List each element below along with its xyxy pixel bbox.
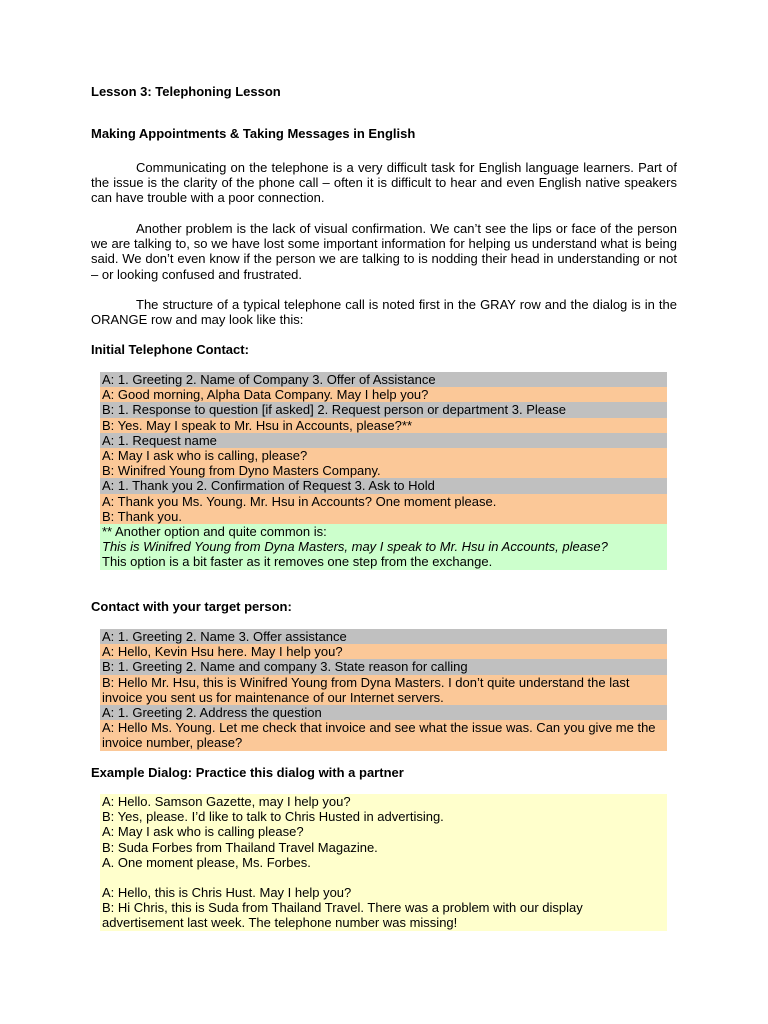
table-row: A: Thank you Ms. Young. Mr. Hsu in Accounts? One moment please. xyxy=(100,494,667,509)
table-row: B: Yes. May I speak to Mr. Hsu in Accounts, please?** xyxy=(100,418,667,433)
dialog-line: A: May I ask who is calling please? xyxy=(102,824,304,840)
target-person-table xyxy=(100,629,667,751)
table-row: B: Winifred Young from Dyno Masters Company. xyxy=(100,463,667,478)
dialog-line: B: Yes, please. I’d like to talk to Chris Husted in advertising. xyxy=(102,809,444,825)
section-heading-target-person: Contact with your target person: xyxy=(91,599,292,614)
paragraph-3-text: The structure of a typical telephone call is noted first in the GRAY row and the dialog is in the ORANGE row and may look like this: xyxy=(91,297,677,328)
table-row: B: Hello Mr. Hsu, this is Winifred Young from Dyna Masters. I don’t quite understand the last invoice you sent us for maintenance of our Internet servers. xyxy=(100,675,667,705)
note-line: ** Another option and quite common is: xyxy=(102,524,327,540)
lesson-title: Lesson 3: Telephoning Lesson xyxy=(91,84,281,99)
paragraph-3 xyxy=(91,297,677,327)
note-end-line: This option is a bit faster as it removes one step from the exchange. xyxy=(102,554,493,570)
dialog-line: A. One moment please, Ms. Forbes. xyxy=(102,854,311,870)
table-row: A: Good morning, Alpha Data Company. May I help you? xyxy=(100,387,667,402)
dialog-spacer xyxy=(100,870,667,885)
dialog-line: B: Hi Chris, this is Suda from Thailand Travel. There was a problem with our display advertisement last week. The telephone number was missing! xyxy=(102,900,583,931)
table-row: A: Hello Ms. Young. Let me check that invoice and see what the issue was. Can you give me the invoice number, please? xyxy=(100,720,667,750)
note-italic-line: This is Winifred Young from Dyna Masters, may I speak to Mr. Hsu in Accounts, please? xyxy=(102,539,608,555)
table-row: A: 1. Greeting 2. Name 3. Offer assistance xyxy=(100,629,667,644)
example-dialog-box xyxy=(100,794,667,931)
table-row: A: 1. Greeting 2. Address the question xyxy=(100,705,667,720)
section-heading-initial-contact: Initial Telephone Contact: xyxy=(91,342,249,357)
paragraph-2 xyxy=(91,221,677,282)
table-row: A: May I ask who is calling, please? xyxy=(100,448,667,463)
table-row: A: 1. Greeting 2. Name of Company 3. Offer of Assistance xyxy=(100,372,667,387)
initial-contact-table xyxy=(100,372,667,570)
table-row: B: Thank you. xyxy=(100,509,667,524)
table-row: A: 1. Thank you 2. Confirmation of Request 3. Ask to Hold xyxy=(100,478,667,493)
table-row: A: Hello, Kevin Hsu here. May I help you? xyxy=(100,644,667,659)
paragraph-2-text: Another problem is the lack of visual confirmation. We can’t see the lips or face of the person we are talking to, so we have lost some important information for helping us understand what is being said. We don’t even know if the person we are talking to is nodding their head in understanding or not – or looking confused and frustrated. xyxy=(91,221,677,282)
dialog-line: A: Hello. Samson Gazette, may I help you? xyxy=(102,794,351,809)
table-row: B: 1. Response to question [if asked] 2. Request person or department 3. Please xyxy=(100,402,667,417)
lesson-subtitle: Making Appointments & Taking Messages in English xyxy=(91,126,416,141)
paragraph-1-text: Communicating on the telephone is a very difficult task for English language learners. Part of the issue is the clarity of the phone call – often it is difficult to hear and even English native speakers can have trouble with a poor connection. xyxy=(91,160,677,206)
section-heading-example-dialog: Example Dialog: Practice this dialog with a partner xyxy=(91,765,404,780)
paragraph-1 xyxy=(91,160,677,206)
dialog-line: A: Hello, this is Chris Hust. May I help you? xyxy=(102,885,352,901)
table-row: B: 1. Greeting 2. Name and company 3. State reason for calling xyxy=(100,659,667,674)
note-block xyxy=(100,524,667,570)
table-row: A: 1. Request name xyxy=(100,433,667,448)
dialog-line: B: Suda Forbes from Thailand Travel Magazine. xyxy=(102,839,378,855)
